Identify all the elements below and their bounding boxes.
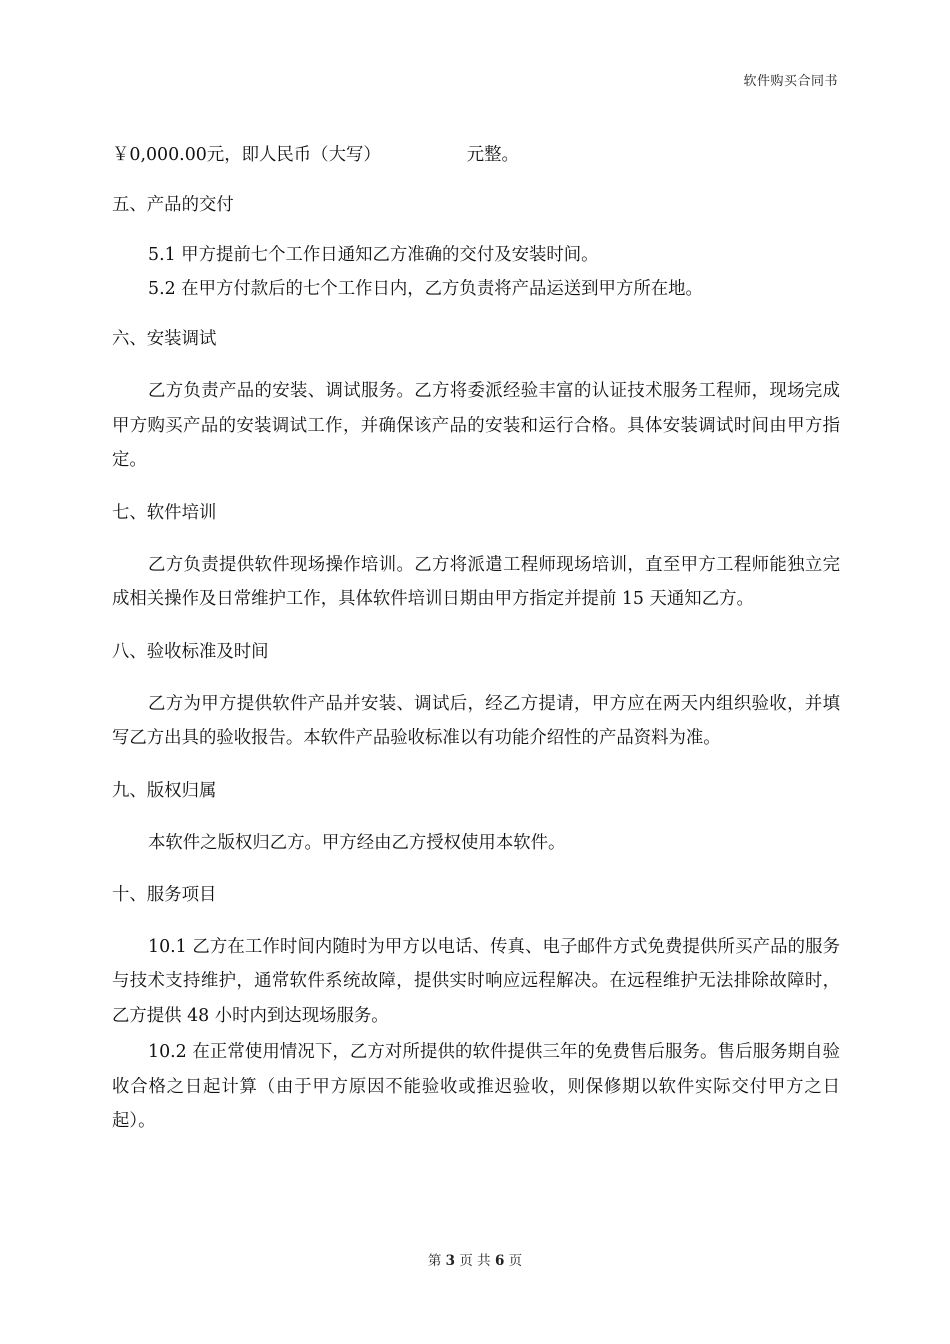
- footer-prefix: 第: [427, 1253, 442, 1269]
- page-footer: [0, 1249, 950, 1269]
- footer-middle: 页 共: [459, 1253, 491, 1269]
- section-5-item-2: 5.2 在甲方付款后的七个工作日内，乙方负责将产品运送到甲方所在地。: [148, 279, 703, 299]
- section-9-body: 本软件之版权归乙方。甲方经由乙方授权使用本软件。: [148, 832, 566, 853]
- document-body: [112, 138, 840, 1139]
- price-tail-text: 元整。: [466, 145, 519, 165]
- section-9-heading: 九、版权归属: [112, 780, 217, 801]
- section-10-item-1: 10.1 乙方在工作时间内随时为甲方以电话、传真、电子邮件方式免费提供所买产品的服务与技术支持维护，通常软件系统故障，提供实时响应远程解决。在远程维护无法排除故障时，乙方提供 48 小时内到达现场服务。: [112, 936, 840, 1026]
- price-line: [112, 138, 840, 172]
- section-7-body: 乙方负责提供软件现场操作培训。乙方将派遣工程师现场培训，直至甲方工程师能独立完成相关操作及日常维护工作，具体软件培训日期由甲方指定并提前 15 天通知乙方。: [112, 554, 840, 609]
- footer-page-number: 3: [445, 1253, 456, 1269]
- section-10-heading: 十、服务项目: [112, 884, 217, 905]
- document-header-title: 软件购买合同书: [743, 74, 838, 89]
- section-6-body: 乙方负责产品的安装、调试服务。乙方将委派经验丰富的认证技术服务工程师，现场完成甲方购买产品的安装调试工作，并确保该产品的安装和运行合格。具体安装调试时间由甲方指定。: [112, 381, 840, 470]
- section-8-heading: 八、验收标准及时间: [112, 641, 269, 662]
- section-7-heading: 七、软件培训: [112, 502, 217, 523]
- section-6-heading: 六、安装调试: [112, 329, 217, 349]
- footer-total-pages: 6: [494, 1253, 505, 1269]
- section-8-body: 乙方为甲方提供软件产品并安装、调试后，经乙方提请，甲方应在两天内组织验收，并填写乙方出具的验收报告。本软件产品验收标准以有功能介绍性的产品资料为准。: [112, 693, 840, 748]
- price-amount-text: ￥0,000.00元，即人民币（大写）: [112, 145, 381, 165]
- section-10-item-2: 10.2 在正常使用情况下，乙方对所提供的软件提供三年的免费售后服务。售后服务期自验收合格之日起计算（由于甲方原因不能验收或推迟验收，则保修期以软件实际交付甲方之日起）。: [112, 1042, 840, 1131]
- footer-suffix: 页: [508, 1253, 523, 1269]
- section-5-heading: 五、产品的交付: [112, 195, 234, 215]
- section-5-item-1: 5.1 甲方提前七个工作日通知乙方准确的交付及安装时间。: [148, 245, 599, 265]
